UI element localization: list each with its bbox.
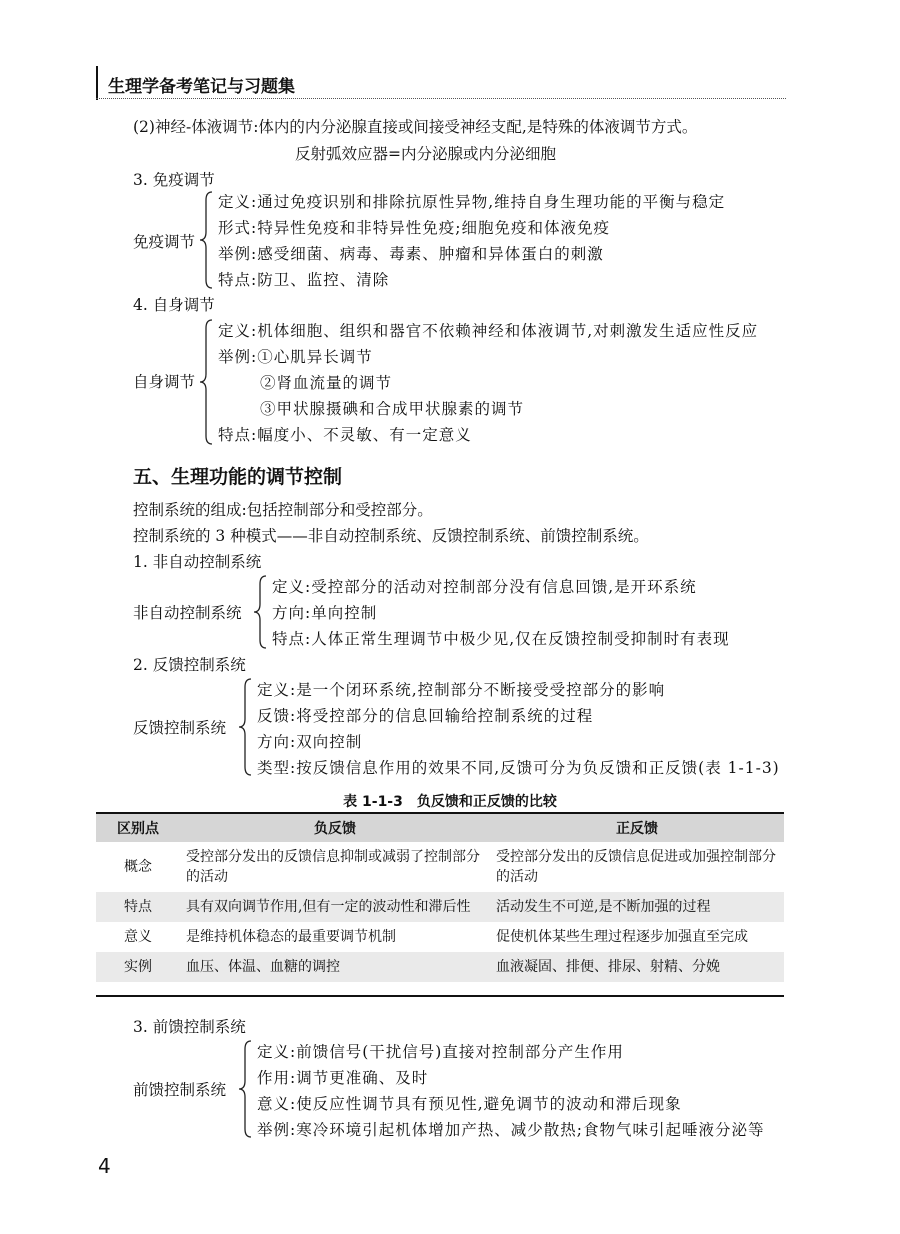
table-cell: 意义 — [124, 929, 152, 945]
table-header-cell: 负反馈 — [180, 814, 490, 842]
feedback-brace — [237, 677, 255, 777]
feedforward-brace-label: 前馈控制系统 — [133, 1081, 227, 1099]
auto-item-example-2: ②肾血流量的调节 — [260, 374, 393, 392]
feedforward-brace — [237, 1039, 255, 1139]
comparison-table — [96, 814, 784, 982]
immune-item-forms: 形式:特异性免疫和非特异性免疫;细胞免疫和体液免疫 — [218, 219, 610, 237]
auto-item-features: 特点:幅度小、不灵敏、有一定意义 — [218, 426, 472, 444]
nonauto-heading: 1. 非自动控制系统 — [133, 553, 262, 571]
table-row — [96, 892, 784, 922]
auto-brace — [198, 318, 216, 446]
immune-brace-label: 免疫调节 — [133, 233, 196, 251]
table-cell: 具有双向调节作用,但有一定的波动性和滞后性 — [180, 892, 490, 922]
table-bottom-rule — [96, 995, 784, 997]
table-cell: 是维持机体稳态的最重要调节机制 — [186, 929, 396, 945]
header-rule-vertical — [96, 66, 98, 100]
page-number: 4 — [98, 1154, 111, 1178]
section5-paragraph-1: 控制系统的组成:包括控制部分和受控部分。 — [133, 501, 433, 519]
table-cell: 血液凝固、排便、排尿、射精、分娩 — [490, 952, 784, 982]
auto-item-example-3: ③甲状腺摄碘和合成甲状腺素的调节 — [260, 400, 525, 418]
neuro-humoral-formula: 反射弧效应器=内分泌腺或内分泌细胞 — [295, 145, 556, 163]
table-cell: 特点 — [96, 892, 180, 922]
table-cell: 概念 — [124, 859, 152, 875]
immune-heading: 3. 免疫调节 — [133, 171, 215, 189]
table-row — [96, 922, 784, 952]
table-row — [96, 842, 784, 892]
auto-item-example-1: 举例:①心肌异长调节 — [218, 348, 373, 366]
nonauto-item-features: 特点:人体正常生理调节中极少见,仅在反馈控制受抑制时有表现 — [272, 630, 730, 648]
feedforward-item-function: 作用:调节更准确、及时 — [257, 1069, 429, 1087]
neuro-humoral-definition: (2)神经-体液调节:体内的内分泌腺直接或间接受神经支配,是特殊的体液调节方式。 — [133, 118, 698, 136]
nonauto-item-definition: 定义:受控部分的活动对控制部分没有信息回馈,是开环系统 — [272, 578, 697, 596]
section5-paragraph-2: 控制系统的 3 种模式——非自动控制系统、反馈控制系统、前馈控制系统。 — [133, 527, 649, 545]
running-header-title: 生理学备考笔记与习题集 — [108, 77, 295, 97]
nonauto-brace-label: 非自动控制系统 — [133, 604, 242, 622]
auto-brace-label: 自身调节 — [133, 373, 196, 391]
table-header-cell: 区别点 — [96, 814, 180, 842]
feedback-item-types: 类型:按反馈信息作用的效果不同,反馈可分为负反馈和正反馈(表 1-1-3) — [257, 759, 780, 777]
table-cell: 受控部分发出的反馈信息抑制或减弱了控制部分的活动 — [186, 849, 480, 885]
immune-brace — [198, 190, 216, 290]
table-caption: 表 1-1-3 负反馈和正反馈的比较 — [343, 794, 557, 810]
nonauto-item-direction: 方向:单向控制 — [272, 604, 378, 622]
feedforward-item-examples: 举例:寒冷环境引起机体增加产热、减少散热;食物气味引起唾液分泌等 — [257, 1121, 765, 1139]
feedback-brace-label: 反馈控制系统 — [133, 719, 227, 737]
table-cell: 血压、体温、血糖的调控 — [180, 952, 490, 982]
immune-item-examples: 举例:感受细菌、病毒、毒素、肿瘤和异体蛋白的刺激 — [218, 245, 604, 263]
feedforward-item-significance: 意义:使反应性调节具有预见性,避免调节的波动和滞后现象 — [257, 1095, 682, 1113]
table-cell: 促使机体某些生理过程逐步加强直至完成 — [496, 929, 748, 945]
auto-item-definition: 定义:机体细胞、组织和器官不依赖神经和体液调节,对刺激发生适应性反应 — [218, 322, 759, 340]
section-title: 五、生理功能的调节控制 — [133, 466, 343, 488]
header-rule-dotted — [96, 98, 786, 99]
feedback-item-feedback: 反馈:将受控部分的信息回输给控制系统的过程 — [257, 707, 594, 725]
immune-item-features: 特点:防卫、监控、清除 — [218, 271, 390, 289]
feedback-item-direction: 方向:双向控制 — [257, 733, 363, 751]
table-row — [96, 952, 784, 982]
nonauto-brace — [252, 574, 270, 650]
table-header-cell: 正反馈 — [490, 814, 784, 842]
feedforward-heading: 3. 前馈控制系统 — [133, 1018, 246, 1036]
feedback-item-definition: 定义:是一个闭环系统,控制部分不断接受受控部分的影响 — [257, 681, 666, 699]
table-cell: 受控部分发出的反馈信息促进或加强控制部分的活动 — [496, 849, 776, 885]
table-cell: 实例 — [96, 952, 180, 982]
feedforward-item-definition: 定义:前馈信号(干扰信号)直接对控制部分产生作用 — [257, 1043, 624, 1061]
table-cell: 活动发生不可逆,是不断加强的过程 — [490, 892, 784, 922]
table-header-row — [96, 814, 784, 842]
feedback-heading: 2. 反馈控制系统 — [133, 656, 246, 674]
immune-item-definition: 定义:通过免疫识别和排除抗原性异物,维持自身生理功能的平衡与稳定 — [218, 193, 726, 211]
auto-heading: 4. 自身调节 — [133, 296, 215, 314]
